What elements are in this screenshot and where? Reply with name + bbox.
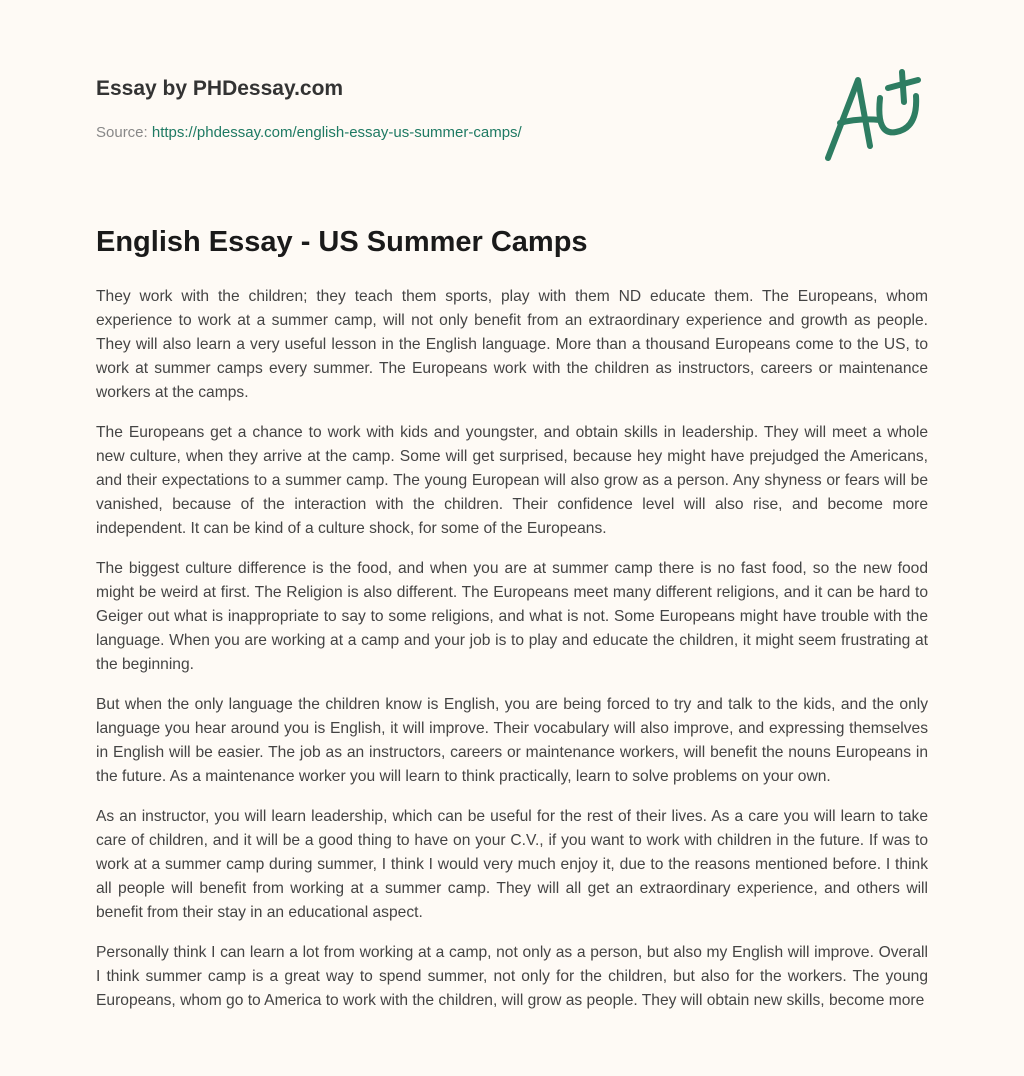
paragraph: They work with the children; they teach them sports, play with them ND educate them. The Europeans, whom experience to work at a summer camp, will not only benefit from an extraordinary experience and growth as people. They will also learn a very useful lesson in the English language. More than a thousand Europeans come to the US, to work at summer camps every summer. The Europeans work with the children as instructors, careers or maintenance workers at the camps.: [96, 288, 928, 401]
paragraph: As an instructor, you will learn leadership, which can be useful for the rest of their lives. As a care you will learn to take care of children, and it will be a good thing to have on your C.V., if you want to work with children in the future. If was to work at a summer camp during summer, I think I would very much enjoy it, due to the reasons mentioned before. I think all people will benefit from working at a summer camp. They will all get an extraordinary experience, and others will benefit from their stay in an educational aspect.: [96, 808, 928, 921]
page-title: English Essay - US Summer Camps: [96, 226, 588, 258]
paragraph: But when the only language the children know is English, you are being forced to try and talk to the kids, and the only language you hear around you is English, it will improve. Their vocabulary will also improve, and expressing themselves in English will be easier. The job as an instructors, careers or maintenance workers, will benefit the nouns Europeans in the future. As a maintenance worker you will learn to think practically, learn to solve problems on your own.: [96, 696, 928, 785]
source-link[interactable]: https://phdessay.com/english-essay-us-summer-camps/: [151, 124, 522, 141]
paragraph: Personally think I can learn a lot from working at a camp, not only as a person, but also my English will improve. Overall I think summer camp is a great way to spend summer, not only for the children, but also for the workers. The young Europeans, whom go to America to work with the children, will grow as people. They will obtain new skills, become more: [96, 944, 928, 1009]
paragraph: The Europeans get a chance to work with kids and youngster, and obtain skills in leadership. They will meet a whole new culture, when they arrive at the camp. Some will get surprised, because hey might have prejudged the Americans, and their expectations to a summer camp. The young European will also grow as a person. Any shyness or fears will be vanished, because of the interaction with the children. Their confidence level will also rise, and become more independent. It can be kind of a culture shock, for some of the Europeans.: [96, 424, 928, 537]
paragraph: The biggest culture difference is the food, and when you are at summer camp there is no fast food, so the new food might be weird at first. The Religion is also different. The Europeans meet many different religions, and it can be hard to Geiger out what is inappropriate to say to some religions, and what is not. Some Europeans might have trouble with the language. When you are working at a camp and your job is to play and educate the children, it might seem frustrating at the beginning.: [96, 560, 928, 673]
a-plus-logo-icon: [818, 68, 928, 168]
source-line: [96, 124, 522, 141]
essay-body: [96, 285, 928, 1029]
source-label: Source:: [96, 124, 148, 141]
site-brand: Essay by PHDessay.com: [96, 77, 344, 100]
